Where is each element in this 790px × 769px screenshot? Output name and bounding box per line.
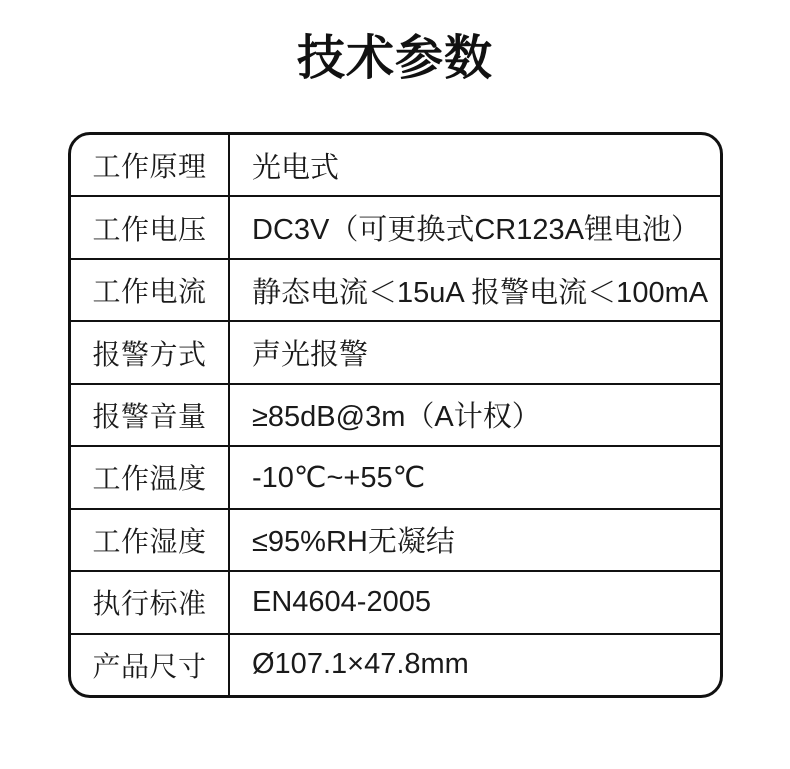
spec-value: DC3V（可更换式CR123A锂电池） — [252, 214, 700, 247]
spec-label: 报警音量 — [71, 385, 230, 445]
spec-value: ≥85dB@3m（A计权） — [252, 401, 541, 434]
spec-label: 报警方式 — [71, 322, 230, 382]
spec-value: 光电式 — [252, 151, 340, 184]
spec-value: EN4604-2005 — [252, 585, 431, 618]
table-row-executive-standard — [71, 570, 720, 632]
table-row-working-voltage — [71, 195, 720, 257]
table-row-working-temperature — [71, 445, 720, 507]
spec-label: 工作电压 — [71, 197, 230, 257]
spec-label: 产品尺寸 — [71, 635, 230, 695]
table-row-working-humidity — [71, 508, 720, 570]
spec-value: 静态电流＜15uA 报警电流＜100mA — [252, 276, 709, 309]
table-row-working-principle — [71, 135, 720, 195]
spec-label: 执行标准 — [71, 572, 230, 632]
table-row-alarm-mode — [71, 320, 720, 382]
table-row-working-current — [71, 258, 720, 320]
spec-table — [68, 132, 723, 698]
spec-value: -10℃~+55℃ — [252, 461, 426, 494]
table-row-product-size — [71, 633, 720, 695]
table-row-alarm-volume — [71, 383, 720, 445]
spec-value: Ø107.1×47.8mm — [252, 648, 469, 681]
spec-label: 工作原理 — [71, 135, 230, 195]
spec-label: 工作电流 — [71, 260, 230, 320]
spec-value: ≤95%RH无凝结 — [252, 526, 455, 559]
spec-value: 声光报警 — [252, 339, 369, 372]
page-title: 技术参数 — [296, 32, 493, 85]
spec-label: 工作温度 — [71, 447, 230, 507]
spec-label: 工作湿度 — [71, 510, 230, 570]
